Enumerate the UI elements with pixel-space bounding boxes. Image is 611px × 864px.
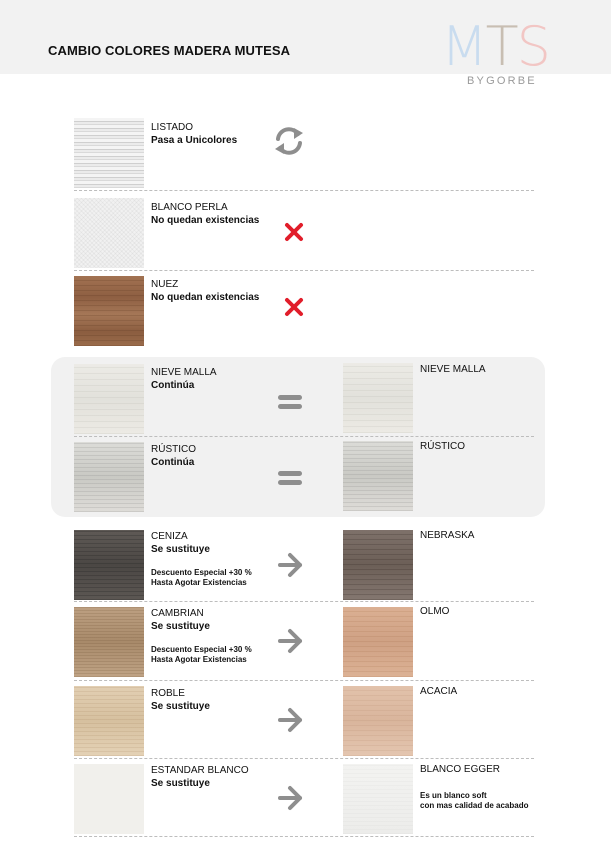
row-note: Hasta Agotar Existencias <box>151 655 247 664</box>
row-status: Se sustituye <box>151 778 210 789</box>
row-name: BLANCO PERLA <box>151 202 228 213</box>
row-status: Se sustituye <box>151 701 210 712</box>
row-divider <box>74 190 534 191</box>
row-divider <box>74 836 534 837</box>
row-status: Continúa <box>151 457 195 468</box>
swatch-cambrian <box>74 607 144 677</box>
page-title: CAMBIO COLORES MADERA MUTESA <box>48 43 291 58</box>
equals-icon <box>277 469 303 487</box>
swatch-ceniza <box>74 530 144 600</box>
arrow-right-icon <box>277 706 305 734</box>
cross-icon <box>284 297 304 317</box>
swatch-nieve-malla <box>74 364 144 434</box>
row-status: Continúa <box>151 380 195 391</box>
row-name: RÚSTICO <box>151 444 196 455</box>
row-name: LISTADO <box>151 122 194 133</box>
row-name: ROBLE <box>151 688 185 699</box>
refresh-icon <box>272 124 306 158</box>
swatch-estandar-blanco <box>74 764 144 834</box>
row-divider <box>74 436 534 437</box>
row-name: NUEZ <box>151 279 179 290</box>
row-name: ESTANDAR BLANCO <box>151 765 249 776</box>
swatch-nieve-malla-new <box>343 363 413 433</box>
equals-icon <box>277 393 303 411</box>
row-divider <box>74 758 534 759</box>
row-note: Descuento Especial +30 % <box>151 568 252 577</box>
row-note: Descuento Especial +30 % <box>151 645 252 654</box>
replacement-note: con mas calidad de acabado <box>420 801 529 810</box>
swatch-rustico-new <box>343 441 413 511</box>
swatch-listado <box>74 118 144 188</box>
cross-icon <box>284 222 304 242</box>
row-note: Hasta Agotar Existencias <box>151 578 247 587</box>
replacement-name: BLANCO EGGER <box>420 764 501 775</box>
arrow-right-icon <box>277 551 305 579</box>
row-status: No quedan existencias <box>151 215 260 226</box>
swatch-blanco-perla <box>74 198 144 268</box>
replacement-note: Es un blanco soft <box>420 791 487 800</box>
replacement-name: OLMO <box>420 606 450 617</box>
replacement-name: RÚSTICO <box>420 441 465 452</box>
row-divider <box>74 601 534 602</box>
row-status: No quedan existencias <box>151 292 260 303</box>
replacement-name: NIEVE MALLA <box>420 364 486 375</box>
row-name: NIEVE MALLA <box>151 367 217 378</box>
replacement-name: ACACIA <box>420 686 458 697</box>
swatch-nebraska <box>343 530 413 600</box>
swatch-rustico <box>74 442 144 512</box>
replacement-name: NEBRASKA <box>420 530 475 541</box>
row-status: Se sustituye <box>151 621 210 632</box>
swatch-nuez <box>74 276 144 346</box>
row-divider <box>74 680 534 681</box>
arrow-right-icon <box>277 784 305 812</box>
row-name: CAMBRIAN <box>151 608 204 619</box>
logo-letters: MTS <box>441 15 549 78</box>
row-name: CENIZA <box>151 531 188 542</box>
row-status: Pasa a Unicolores <box>151 135 238 146</box>
arrow-right-icon <box>277 627 305 655</box>
swatch-acacia <box>343 686 413 756</box>
row-divider <box>74 270 534 271</box>
swatch-olmo <box>343 607 413 677</box>
swatch-roble <box>74 686 144 756</box>
row-status: Se sustituye <box>151 544 210 555</box>
logo <box>441 15 581 92</box>
swatch-blanco-egger <box>343 764 413 834</box>
logo-subtitle: BYGORBE <box>467 75 537 87</box>
